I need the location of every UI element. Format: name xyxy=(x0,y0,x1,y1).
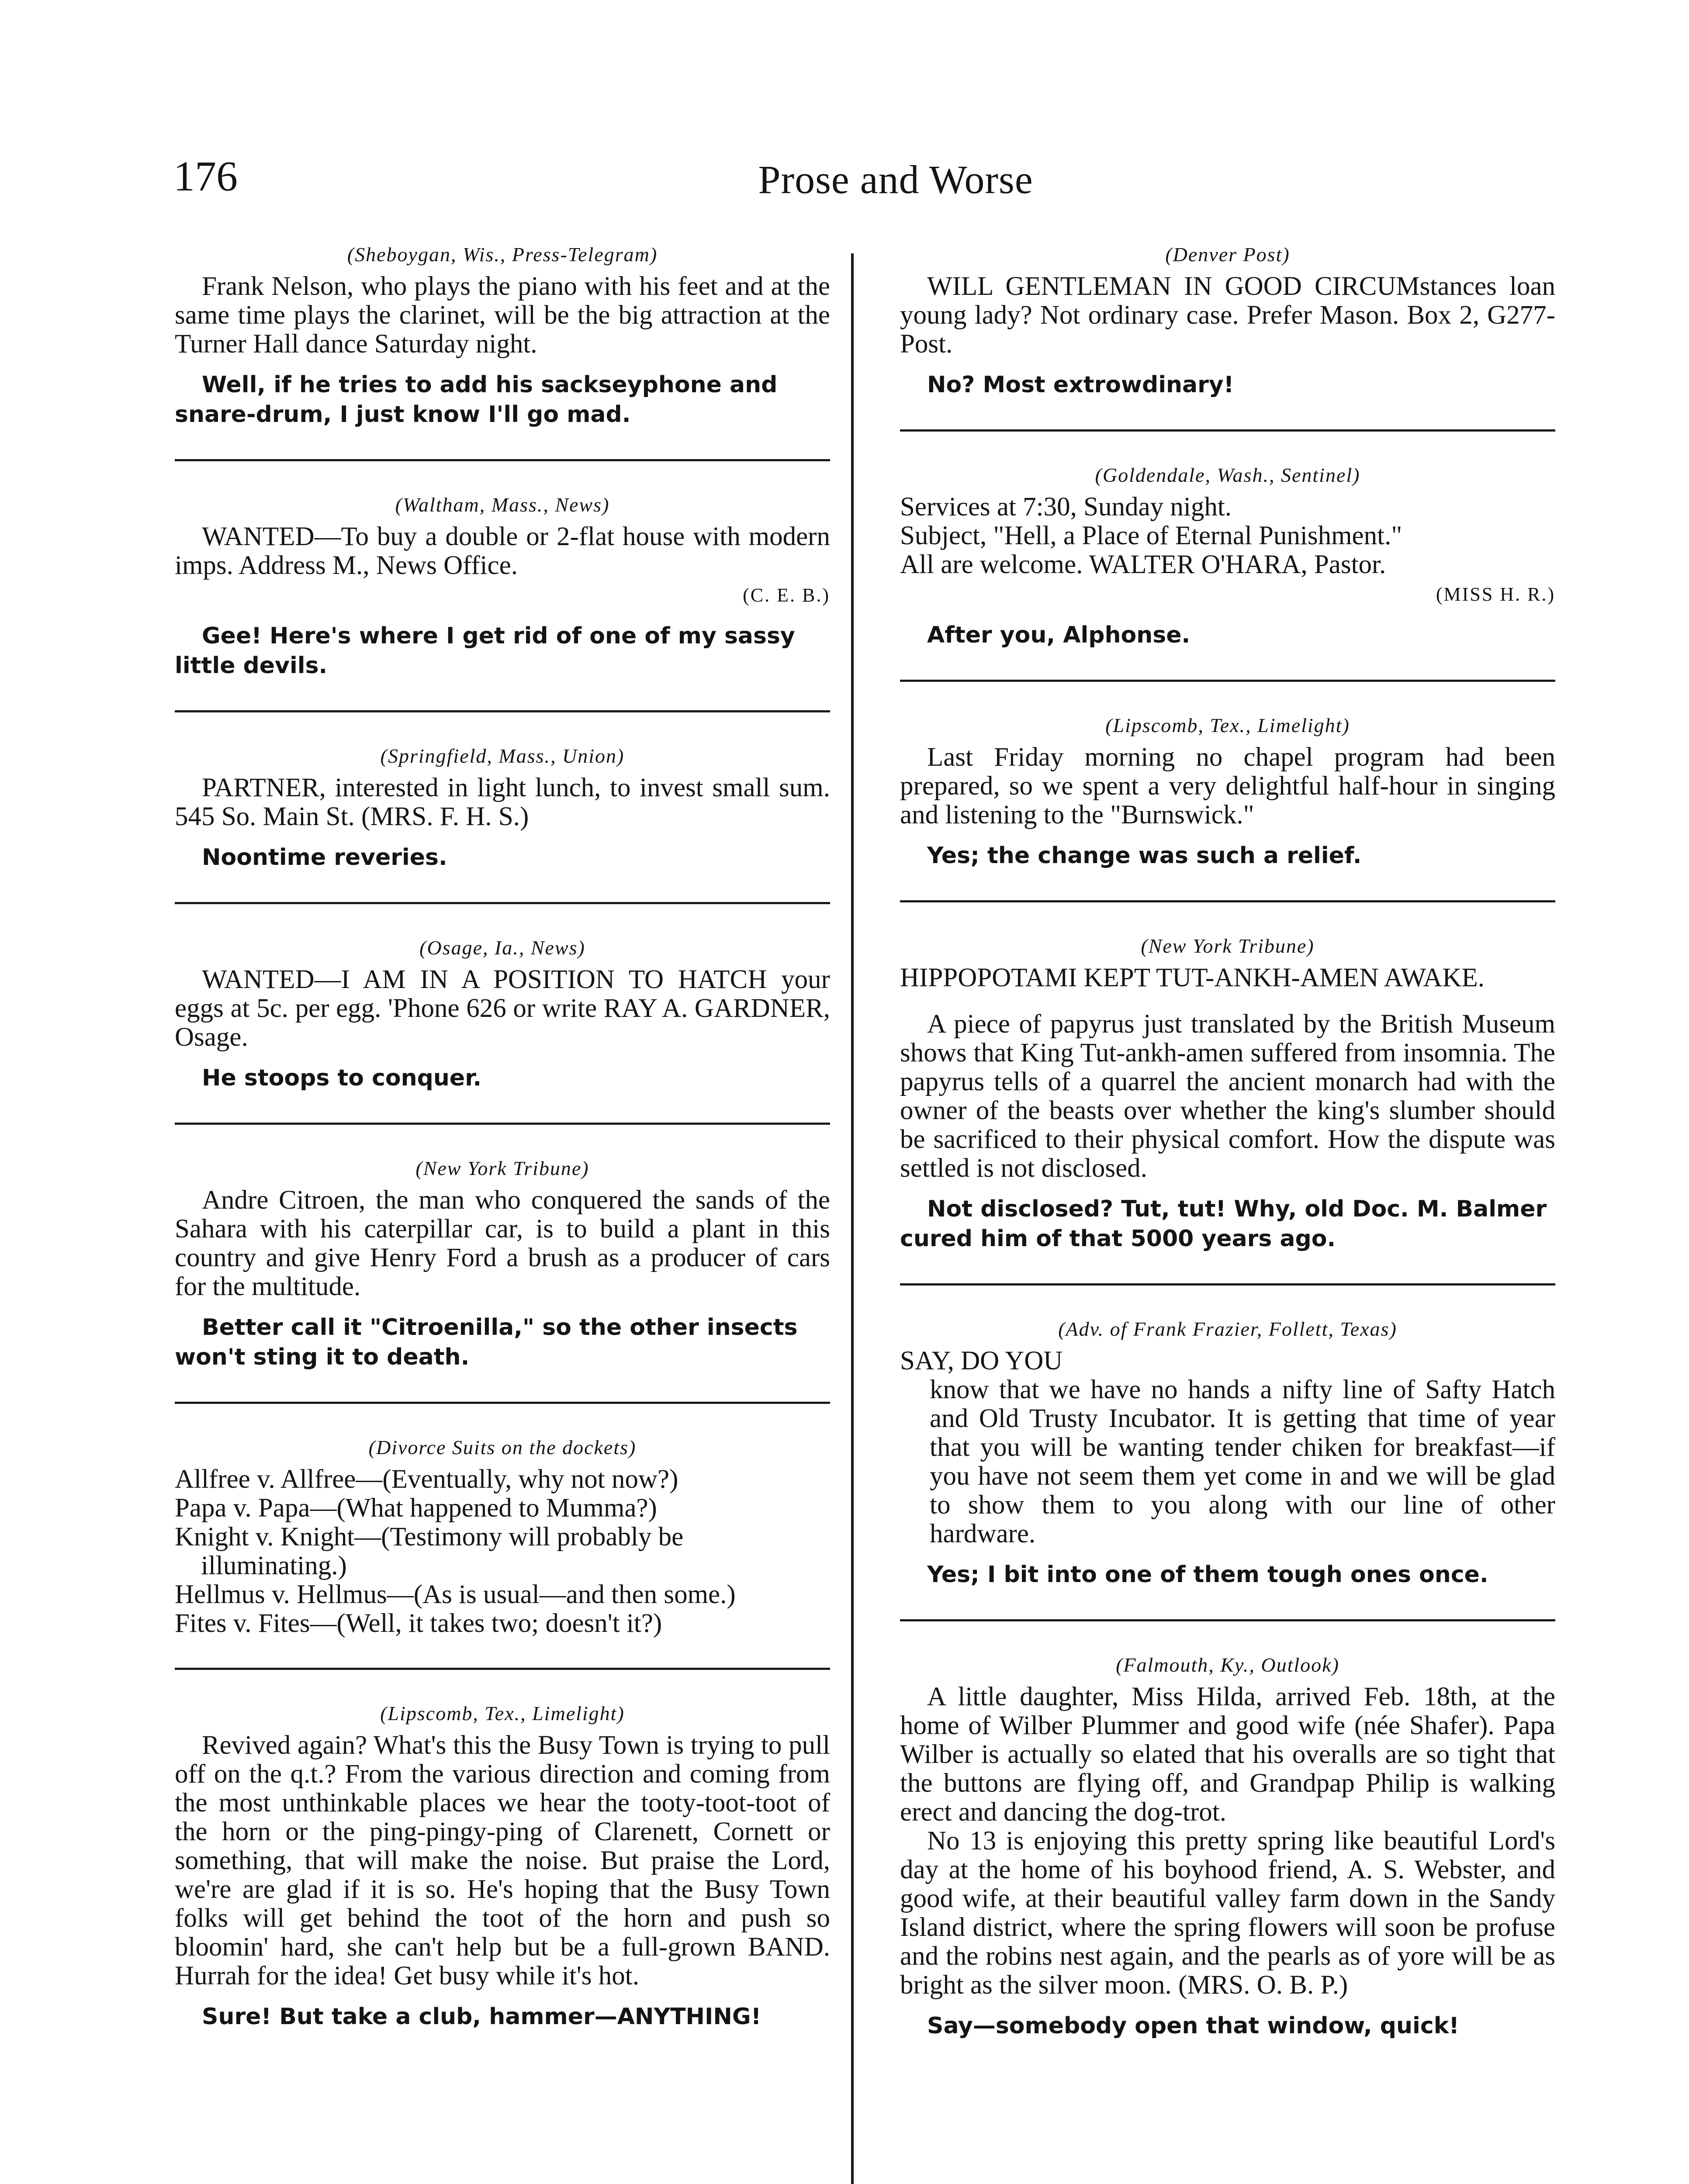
docket-line: Fites v. Fites—(Well, it takes two; doesn't it?) xyxy=(175,1609,662,1638)
clipping-text: WANTED—To buy a double or 2-flat house with modern imps. Address M., News Office. xyxy=(175,522,830,580)
clipping-text: Last Friday morning no chapel program had been prepared, so we spent a very delightful half-hour in singing and listening to the "Burnswick." xyxy=(900,743,1555,829)
clipping xyxy=(900,1653,1555,2041)
clipping xyxy=(900,713,1555,871)
clipping-source: (Waltham, Mass., News) xyxy=(395,494,610,516)
clipping xyxy=(900,934,1555,1254)
divider-rule xyxy=(175,459,830,461)
clipping xyxy=(175,1701,830,2032)
clipping-comment: Yes; I bit into one of them tough ones once. xyxy=(927,1562,1488,1588)
clipping xyxy=(900,242,1555,400)
clipping-source: (Lipscomb, Tex., Limelight) xyxy=(1105,714,1350,736)
clipping-text: A piece of papyrus just translated by the British Museum shows that King Tut-ankh-amen suffered from insomnia. The papyrus tells of a quarrel the ancient monarch had with the owner of the beasts over whether the king's slumber should be sacrificed to their physical comfort. How the dispute was settled is not disclosed. xyxy=(900,1009,1555,1183)
clipping-comment: Not disclosed? Tut, tut! Why, old Doc. M. Balmer cured him of that 5000 years ago. xyxy=(900,1196,1547,1252)
divider-rule xyxy=(175,1402,830,1404)
clipping-credit: (MISS H. R.) xyxy=(1436,584,1555,605)
clipping-source: (Lipscomb, Tex., Limelight) xyxy=(380,1702,625,1724)
clipping-text: Revived again? What's this the Busy Town is trying to pull off on the q.t.? From the various direction and coming from the most unthinkable places we hear the tooty-toot-toot of the horn or the ping-pingy-ping of Clarenett, Cornett or something, that will make the noise. But praise the Lord, we're are glad if it is so. He's hoping that the Busy Town folks will get behind the toot of the horn and push so bloomin' hard, she can't help but be a full-grown BAND. Hurrah for the idea! Get busy while it's hot. xyxy=(175,1731,830,1990)
clipping-text: A little daughter, Miss Hilda, arrived Feb. 18th, at the home of Wilber Plummer and good wife (née Shafer). Papa Wilber is actually so elated that his overalls are so tight that the buttons are flying off, and Grandpap Philip is walking erect and dancing the dog-trot. xyxy=(900,1682,1555,1827)
clipping-headline: SAY, DO YOU xyxy=(900,1346,1063,1375)
divider-rule xyxy=(900,680,1555,682)
clipping xyxy=(175,493,830,681)
docket-line: Hellmus v. Hellmus—(As is usual—and then some.) xyxy=(175,1580,736,1609)
clipping-text: Services at 7:30, Sunday night. xyxy=(900,492,1232,522)
clipping xyxy=(175,1156,830,1372)
clipping-text: Andre Citroen, the man who conquered the sands of the Sahara with his caterpillar car, is to build a plant in this country and give Henry Ford a brush as a producer of cars for the multitude. xyxy=(175,1185,830,1301)
clipping-source: (Springfield, Mass., Union) xyxy=(380,745,625,767)
clipping-comment: No? Most extrowdinary! xyxy=(927,372,1234,398)
clipping-comment: Better call it "Citroenilla," so the other insects won't sting it to death. xyxy=(175,1314,798,1370)
docket-line: Papa v. Papa—(What happened to Mumma?) xyxy=(175,1493,657,1523)
clipping xyxy=(175,936,830,1093)
divider-rule xyxy=(900,429,1555,432)
divider-rule xyxy=(175,1668,830,1670)
divider-rule xyxy=(175,1123,830,1125)
clipping-text: Frank Nelson, who plays the piano with his feet and at the same time plays the clarinet, will be the big attraction at the Turner Hall dance Saturday night. xyxy=(175,272,830,359)
clipping-comment: Yes; the change was such a relief. xyxy=(927,843,1362,869)
clipping-comment: He stoops to conquer. xyxy=(202,1065,482,1091)
clipping-comment: Noontime reveries. xyxy=(202,844,447,871)
clipping-source: (Osage, Ia., News) xyxy=(419,936,585,959)
clipping-comment: Sure! But take a club, hammer—ANYTHING! xyxy=(202,2004,761,2030)
clipping-source: (Adv. of Frank Frazier, Follett, Texas) xyxy=(1058,1318,1397,1340)
clipping xyxy=(175,1435,830,1638)
clipping-comment: Well, if he tries to add his sackseyphone and snare-drum, I just know I'll go mad. xyxy=(175,372,778,428)
clipping-comment: Say—somebody open that window, quick! xyxy=(927,2013,1459,2039)
clipping-comment: Gee! Here's where I get rid of one of my sassy little devils. xyxy=(175,623,795,679)
clipping-text: PARTNER, interested in light lunch, to invest small sum. 545 So. Main St. (MRS. F. H. S.) xyxy=(175,773,830,831)
divider-rule xyxy=(900,1283,1555,1286)
clipping-source: (Falmouth, Ky., Outlook) xyxy=(1116,1654,1339,1676)
clipping-source: (Sheboygan, Wis., Press-Telegram) xyxy=(347,243,658,266)
clipping-source: (New York Tribune) xyxy=(415,1157,589,1179)
clipping-text: Subject, "Hell, a Place of Eternal Punishment." xyxy=(900,521,1402,550)
divider-rule xyxy=(900,1619,1555,1621)
clipping-text: WILL GENTLEMAN IN GOOD CIRCUMstances loan young lady? Not ordinary case. Prefer Mason. Box 2, G277-Post. xyxy=(900,272,1555,359)
divider-rule xyxy=(175,710,830,712)
docket-line: Knight v. Knight—(Testimony will probably be illuminating.) xyxy=(175,1522,684,1580)
divider-rule xyxy=(175,902,830,904)
clipping xyxy=(900,463,1555,650)
docket-line: Allfree v. Allfree—(Eventually, why not now?) xyxy=(175,1465,678,1494)
clipping-text: know that we have no hands a nifty line of Safty Hatch and Old Trusty Incubator. It is getting that time of year that you will be wanting tender chiken for breakfast—if you have not seem them yet come in and we will be glad to show them to you along with our line of other hardware. xyxy=(930,1375,1555,1548)
clipping-source: (New York Tribune) xyxy=(1141,935,1315,957)
clipping-text: WANTED—I AM IN A POSITION TO HATCH your eggs at 5c. per egg. 'Phone 626 or write RAY A. GARDNER, Osage. xyxy=(175,965,830,1052)
clipping xyxy=(900,1317,1555,1590)
clipping-headline: HIPPOPOTAMI KEPT TUT-ANKH-AMEN AWAKE. xyxy=(900,963,1485,992)
clipping-source: (Denver Post) xyxy=(1165,243,1290,266)
right-column xyxy=(900,242,1555,2041)
clipping-text: No 13 is enjoying this pretty spring like beautiful Lord's day at the home of his boyhood friend, A. S. Webster, and good wife, at their beautiful valley farm down in the Sandy Island district, where the spring flowers will soon be profuse and the robins nest again, and the pearls as of yore will be as bright as the silver moon. (MRS. O. B. P.) xyxy=(900,1826,1555,2000)
column-rule xyxy=(851,253,854,2184)
clipping-source: (Divorce Suits on the dockets) xyxy=(368,1436,637,1458)
left-column xyxy=(175,242,830,2032)
clipping-text: All are welcome. WALTER O'HARA, Pastor. xyxy=(900,550,1386,579)
clipping xyxy=(175,744,830,872)
clipping xyxy=(175,242,830,429)
clipping-source: (Goldendale, Wash., Sentinel) xyxy=(1095,464,1360,486)
divider-rule xyxy=(900,900,1555,902)
running-head: Prose and Worse xyxy=(758,157,1033,202)
page-number: 176 xyxy=(173,153,238,200)
clipping-comment: After you, Alphonse. xyxy=(927,622,1191,648)
clipping-credit: (C. E. B.) xyxy=(743,584,830,606)
